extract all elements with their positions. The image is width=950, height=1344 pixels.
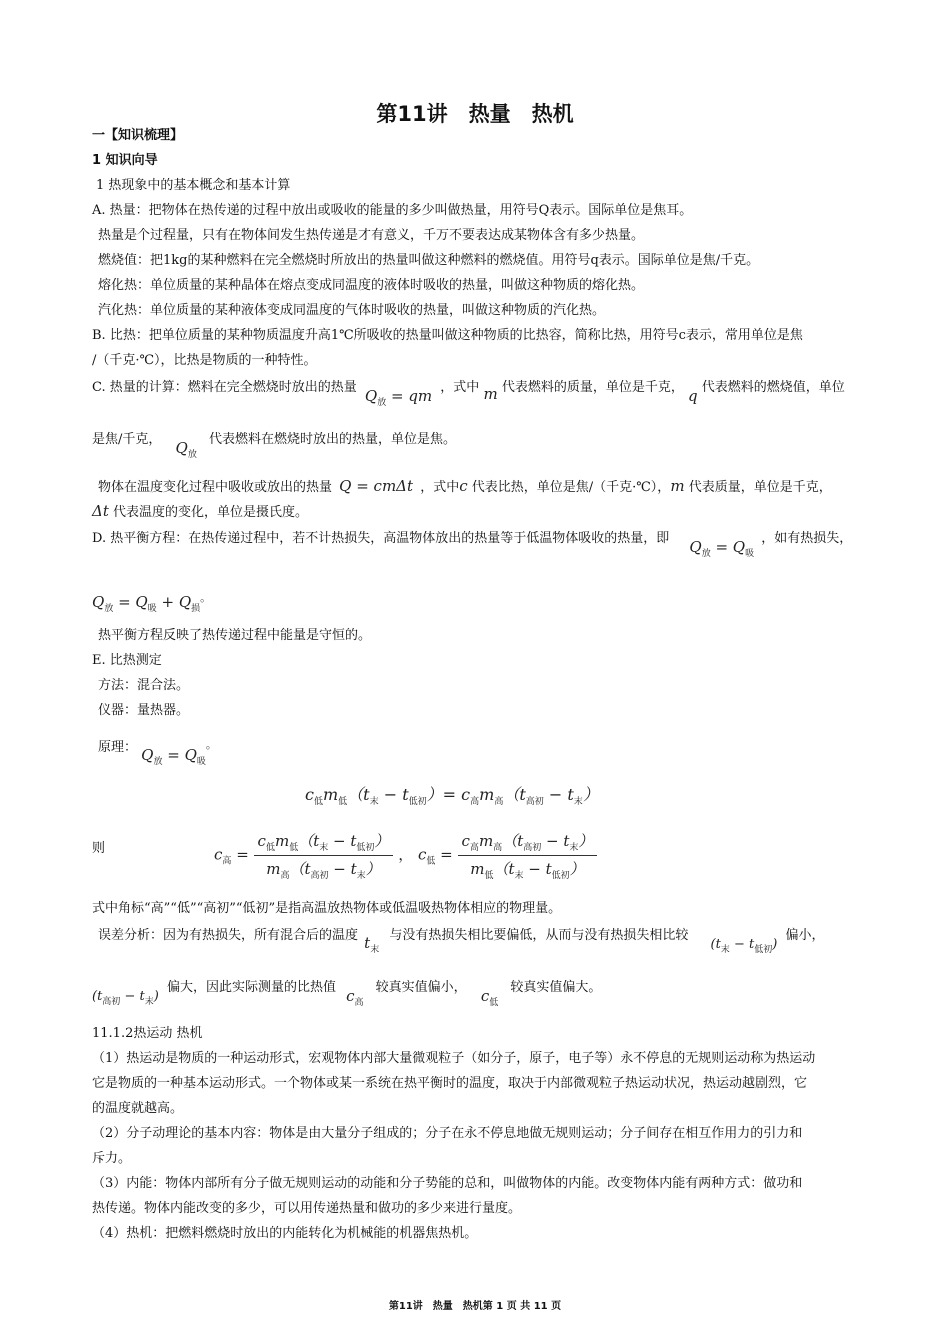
text-segment: C. 热量的计算：燃料在完全燃烧时放出的热量 xyxy=(92,380,357,395)
paragraph-instrument: 仪器：量热器。 xyxy=(98,703,190,718)
formula-q-release-with-loss: $Q_放 = Q_吸 + Q_损^。$ xyxy=(92,591,212,614)
paragraph-energy-conservation: 热平衡方程反映了热传递过程中能量是守恒的。 xyxy=(98,628,372,643)
text-segment: 物体在温度变化过程中吸收或放出的热量 xyxy=(98,480,333,495)
page-title: 第11讲 热量 热机 xyxy=(376,102,574,126)
paragraph-heat-process: 热量是个过程量，只有在物体间发生热传递是才有意义，千万不要表达成某物体含有多少热量。 xyxy=(98,228,645,243)
formula-q-cm-dt: Q = cmΔt xyxy=(339,477,414,495)
symbol-delta-t: Δt xyxy=(92,502,109,520)
paragraph-specific-heat-measurement: E. 比热测定 xyxy=(92,653,162,668)
formula-principle-q-equal: $Q_放 = Q_吸^。$ xyxy=(141,738,217,767)
fraction-c-high: $\frac{c_低m_低(t_末 - t_{低初})}{m_高(t_{高初} - t_末)}$ xyxy=(254,830,394,881)
paragraph-heat-engine: （4）热机：把燃料燃烧时放出的内能转化为机械能的机器焦热机。 xyxy=(92,1226,478,1241)
paragraph-method: 方法：混合法。 xyxy=(98,678,190,693)
symbol-q-release: $Q_放$ xyxy=(175,439,197,460)
paragraph-error-analysis-line2 xyxy=(92,976,602,1008)
text-segment: 代表质量，单位是千克， xyxy=(688,480,832,495)
paragraph-heat-calc-line2 xyxy=(92,428,457,460)
subsection-heading-guide: 1 知识向导 xyxy=(92,153,158,168)
formula-t-high-initial-minus-t-final: $(t_{高初} - t_末)$ xyxy=(92,989,159,1007)
text-segment: 与没有热损失相比要偏低，从而与没有热损失相比较 xyxy=(389,928,689,943)
paragraph-molecular-theory-line2: 斥力。 xyxy=(92,1151,132,1166)
paragraph-heat-formula-line1 xyxy=(98,476,832,498)
topic-heading-basic-concepts: 1 热现象中的基本概念和基本计算 xyxy=(96,178,291,193)
page-footer: 第11讲 热量 热机第 1 页 共 11 页 xyxy=(388,1301,562,1312)
paragraph-heat-calc-line1 xyxy=(92,376,845,408)
text-segment: 误差分析：因为有热损失，所有混合后的温度 xyxy=(98,928,359,943)
paragraph-combustion-value: 燃烧值：把1kg的某种燃料在完全燃烧时所放出的热量叫做这种燃料的燃烧值。用符号q表示。国际单位是焦/千克。 xyxy=(98,253,760,268)
paragraph-thermal-motion-line1: （1）热运动是物质的一种运动形式，宏观物体内部大量微观粒子（如分子，原子，电子等）永不停息的无规则运动称为热运动 xyxy=(92,1051,816,1066)
formula-heat-balance-mixture: $c_低m_低(t_末 - t_{低初})= c_高m_高(t_{高初} - t_末)$ xyxy=(305,785,599,807)
paragraph-thermal-motion-line3: 的温度就越高。 xyxy=(92,1101,184,1116)
text-segment: ，式中 xyxy=(440,380,480,395)
symbol-q: q xyxy=(687,387,698,405)
paragraph-specific-heat-line2: /（千克·℃），比热是物质的一种特性。 xyxy=(92,353,317,368)
text-segment: ，如有热损失， xyxy=(761,531,853,546)
paragraph-principle xyxy=(98,726,217,767)
text-segment: 代表燃料的质量，单位是千克， xyxy=(501,380,684,395)
symbol-c: c xyxy=(459,477,468,495)
paragraph-subscript-note: 式中角标“高”“低”“高初”“低初”是指高温放热物体或低温吸热物体相应的物理量。 xyxy=(92,901,562,916)
text-segment: 较真实值偏大。 xyxy=(510,980,602,995)
text-segment: 是焦/千克， xyxy=(92,432,162,447)
paragraph-internal-energy-line2: 热传递。物体内能改变的多少，可以用传递热量和做功的多少来进行量度。 xyxy=(92,1201,522,1216)
text-segment: 代表比热，单位是焦/（千克·℃）， xyxy=(471,480,671,495)
paragraph-heat-of-vaporization: 汽化热：单位质量的某种液体变成同温度的气体时吸收的热量，叫做这种物质的汽化热。 xyxy=(98,303,606,318)
formula-c-high-c-low: $c_高$ = $\frac{c_低m_低(t_末 - t_{低初})}{m_高(t_{高初} - t_末)}$ ， $c_低$ = $\frac{c_高m_高(t_{高初} - t_末)}{m_低(t_末 - t_{低初})}$ xyxy=(214,830,597,881)
text-segment: D. 热平衡方程：在热传递过程中，若不计热损失，高温物体放出的热量等于低温物体吸收的热量，即 xyxy=(92,531,670,546)
text-then: 则 xyxy=(92,841,106,856)
paragraph-internal-energy-line1: （3）内能：物体内部所有分子做无规则运动的动能和分子势能的总和，叫做物体的内能。改变物体内能有两种方式：做功和 xyxy=(92,1176,803,1191)
text-segment: 代表燃料的燃烧值，单位 xyxy=(701,380,845,395)
text-segment: 代表温度的变化，单位是摄氏度。 xyxy=(113,505,309,520)
section-heading-thermal-motion: 11.1.2热运动 热机 xyxy=(92,1026,203,1041)
paragraph-heat-formula-line2 xyxy=(92,501,308,523)
paragraph-heat-balance-line1 xyxy=(92,527,853,559)
paragraph-error-analysis-line1 xyxy=(98,924,825,955)
symbol-m: m xyxy=(483,385,498,403)
fraction-c-low: $\frac{c_高m_高(t_{高初} - t_末)}{m_低(t_末 - t_{低初})}$ xyxy=(458,830,598,881)
paragraph-thermal-motion-line2: 它是物质的一种基本运动形式。一个物体或某一系统在热平衡时的温度，取决于内部微观粒子热运动状况，热运动越剧烈，它 xyxy=(92,1076,808,1091)
paragraph-heat-definition: A. 热量：把物体在热传递的过程中放出或吸收的能量的多少叫做热量，用符号Q表示。国际单位是焦耳。 xyxy=(92,203,693,218)
text-segment: 原理： xyxy=(98,740,138,755)
symbol-c-low: $c_低$ xyxy=(480,987,499,1008)
text-segment: 偏大，因此实际测量的比热值 xyxy=(166,980,336,995)
paragraph-specific-heat-line1: B. 比热：把单位质量的某种物质温度升高1℃所吸收的热量叫做这种物质的比热容，简称比热，用符号c表示，常用单位是焦 xyxy=(92,328,803,343)
symbol-t-final: $t_末$ xyxy=(364,934,380,955)
formula-q-release-qm: $Q_放$ = qm xyxy=(364,387,433,408)
formula-t-final-minus-t-low-initial: $(t_末 - t_{低初})$ xyxy=(710,937,778,955)
symbol-m: m xyxy=(670,477,685,495)
text-segment: 较真实值偏小， xyxy=(375,980,467,995)
text-segment: 偏小， xyxy=(785,928,825,943)
text-segment: 代表燃料在燃烧时放出的热量，单位是焦。 xyxy=(209,432,457,447)
symbol-c-high: $c_高$ xyxy=(346,987,364,1008)
paragraph-heat-of-fusion: 熔化热：单位质量的某种晶体在熔点变成同温度的液体时吸收的热量，叫做这种物质的熔化热。 xyxy=(98,278,645,293)
paragraph-molecular-theory-line1: （2）分子动理论的基本内容：物体是由大量分子组成的；分子在永不停息地做无规则运动；分子间存在相互作用力的引力和 xyxy=(92,1126,803,1141)
section-heading-knowledge: 一【知识梳理】 xyxy=(92,128,184,143)
text-segment: ，式中 xyxy=(420,480,460,495)
formula-q-release-equals-absorb: $Q_放 = Q_吸$ xyxy=(689,538,755,559)
